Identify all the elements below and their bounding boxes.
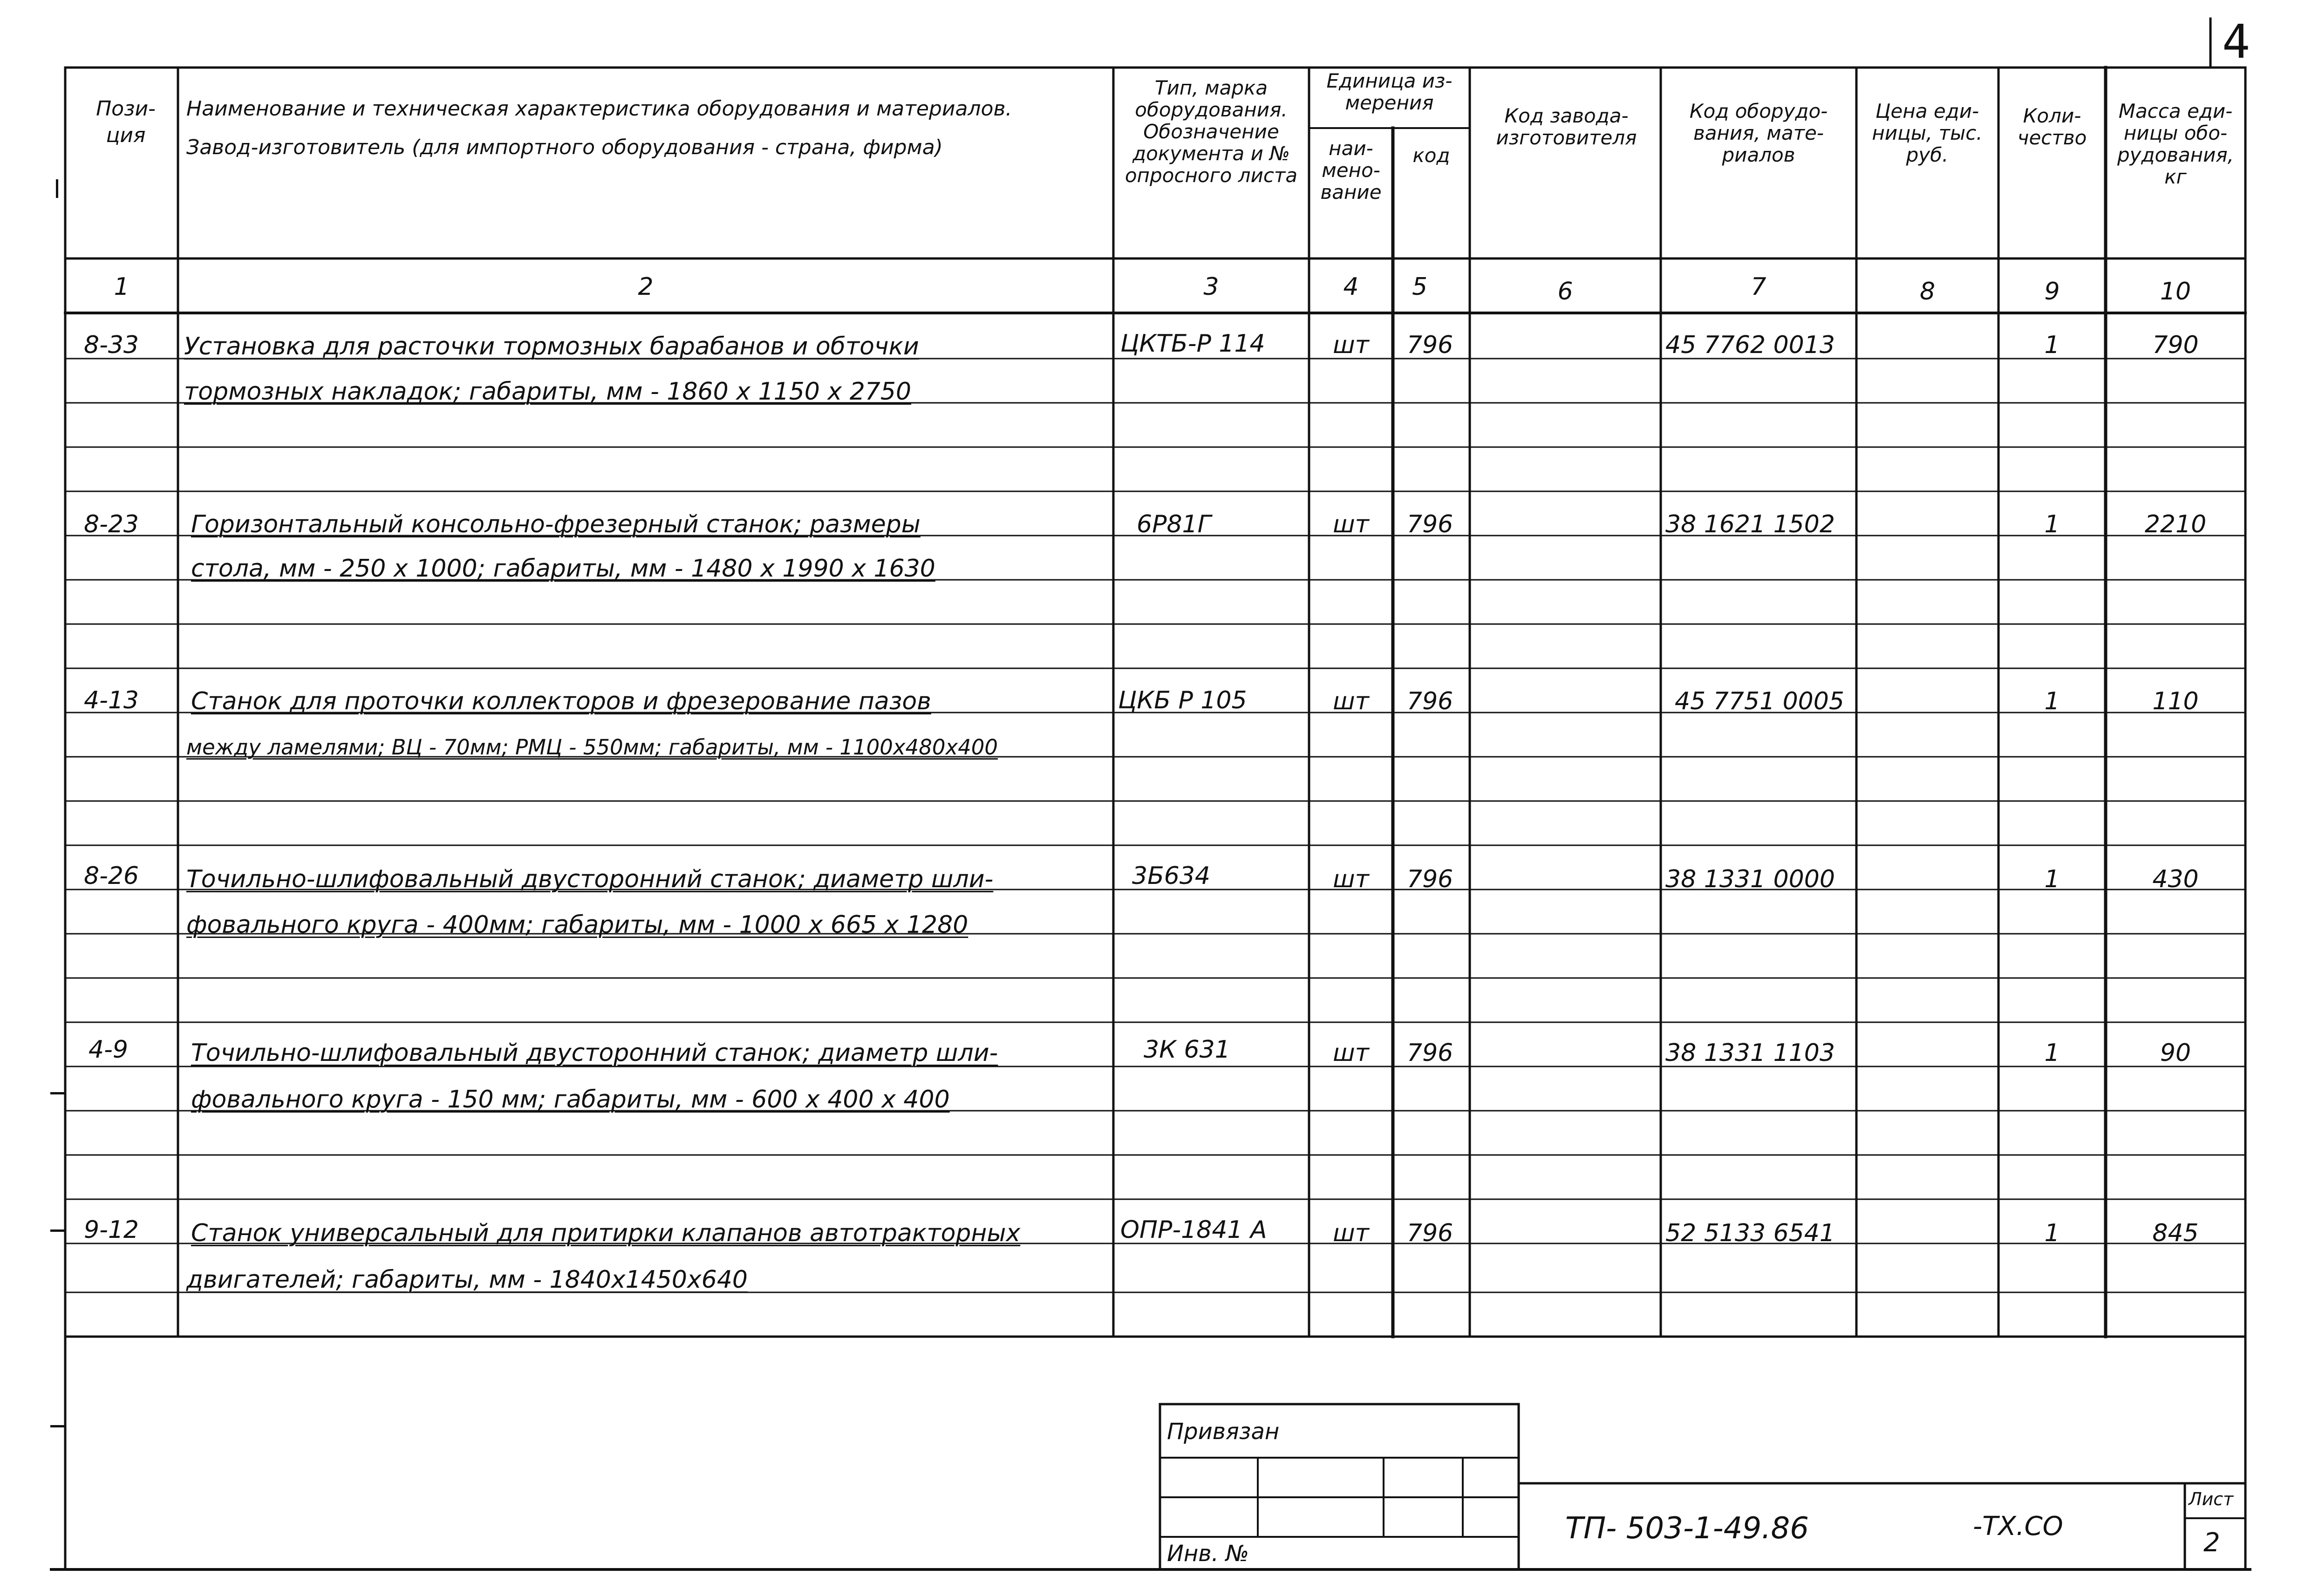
row-description-line2: тормозных накладок; габариты, мм - 1860 х 1150 х 2750 <box>184 378 912 406</box>
row-unit-code: 796 <box>1407 331 1453 359</box>
header-factory-code: Код завода-изготовителя <box>1496 104 1637 149</box>
row-type: 3К 631 <box>1144 1036 1230 1064</box>
row-description-line1: Горизонтальный консольно-фрезерный станок; размеры <box>191 510 921 538</box>
row-position: 8-23 <box>84 510 139 538</box>
column-number: 10 <box>2160 278 2191 306</box>
column-number: 9 <box>2044 278 2060 306</box>
row-position: 8-33 <box>84 331 139 359</box>
document-suffix: -ТХ.СО <box>1973 1511 2063 1542</box>
row-quantity: 1 <box>2044 687 2060 715</box>
row-description-line1: Установка для расточки тормозных барабанов и обточки <box>184 333 919 360</box>
row-description-line2: фовального круга - 400мм; габариты, мм - 1000 х 665 х 1280 <box>186 911 968 939</box>
row-unit: шт <box>1333 331 1369 359</box>
row-equipment-code: 45 7762 0013 <box>1665 331 1835 359</box>
row-position: 9-12 <box>84 1216 139 1244</box>
header-position: Пози- ция <box>96 97 156 148</box>
row-mass: 790 <box>2152 331 2199 359</box>
row-quantity: 1 <box>2044 1219 2060 1247</box>
row-mass: 845 <box>2152 1219 2199 1247</box>
column-number: 8 <box>1919 278 1936 306</box>
stamp-linked-label: Привязан <box>1167 1419 1280 1445</box>
header-description-line2: Завод-изготовитель (для импортного оборудования - страна, фирма) <box>186 136 943 159</box>
row-quantity: 1 <box>2044 331 2060 359</box>
sheet-label: Лист <box>2189 1489 2234 1509</box>
row-unit-code: 796 <box>1407 1039 1453 1067</box>
row-description-line2: стола, мм - 250 х 1000; габариты, мм - 1480 х 1990 х 1630 <box>191 555 935 583</box>
row-equipment-code: 52 5133 6541 <box>1665 1219 1835 1247</box>
row-unit: шт <box>1333 865 1369 893</box>
row-mass: 90 <box>2160 1039 2191 1067</box>
column-number: 1 <box>114 273 130 301</box>
header-description-line1: Наименование и техническая характеристика оборудования и материалов. <box>186 97 1012 121</box>
margin-mark <box>50 1229 65 1232</box>
row-quantity: 1 <box>2044 510 2060 538</box>
column-number: 5 <box>1412 273 1428 301</box>
column-number: 3 <box>1203 273 1219 301</box>
row-unit-code: 796 <box>1407 687 1453 715</box>
row-unit: шт <box>1333 687 1369 715</box>
header-unit-code: код <box>1412 144 1450 167</box>
header-unit-price: Цена еди-ницы, тыс. руб. <box>1872 100 1983 167</box>
page-corner-number: 4 <box>2222 14 2251 69</box>
margin-mark <box>50 1425 65 1427</box>
row-type: 3Б634 <box>1132 862 1211 890</box>
row-description-line1: Точильно-шлифовальный двусторонний станок; диаметр шли- <box>191 1039 998 1067</box>
column-number: 7 <box>1751 273 1766 301</box>
row-equipment-code: 38 1331 0000 <box>1665 865 1835 893</box>
row-description-line1: Станок для проточки коллекторов и фрезерование пазов <box>191 687 931 715</box>
sheet-number: 2 <box>2203 1528 2220 1558</box>
row-unit: шт <box>1333 1039 1369 1067</box>
margin-mark <box>50 1092 65 1094</box>
row-mass: 110 <box>2152 687 2199 715</box>
row-unit-code: 796 <box>1407 510 1453 538</box>
row-type: 6Р81Г <box>1137 510 1211 538</box>
row-position: 4-13 <box>84 686 139 714</box>
header-unit-group: Единица из-мерения <box>1326 69 1453 115</box>
row-type: ОПР-1841 А <box>1120 1216 1267 1244</box>
column-number: 2 <box>638 273 654 301</box>
row-equipment-code: 38 1331 1103 <box>1665 1039 1835 1067</box>
row-type: ЦКТБ-Р 114 <box>1120 330 1265 358</box>
header-unit-name: наи-мено-вание <box>1320 137 1382 204</box>
row-mass: 2210 <box>2144 510 2207 538</box>
row-unit: шт <box>1333 510 1369 538</box>
row-description-line1: Станок универсальный для притирки клапанов автотракторных <box>191 1219 1021 1247</box>
margin-mark <box>56 179 58 198</box>
column-number: 6 <box>1557 278 1573 306</box>
row-quantity: 1 <box>2044 865 2060 893</box>
row-description-line2: между ламелями; ВЦ - 70мм; РМЦ - 550мм; габариты, мм - 1100х480х400 <box>186 735 998 760</box>
row-quantity: 1 <box>2044 1039 2060 1067</box>
row-description-line2: фовального круга - 150 мм; габариты, мм - 600 х 400 х 400 <box>191 1086 950 1114</box>
header-unit-mass: Масса еди-ницы обо-рудования, кг <box>2117 100 2234 189</box>
column-number: 4 <box>1343 273 1359 301</box>
row-description-line1: Точильно-шлифовальный двусторонний станок; диаметр шли- <box>186 865 994 893</box>
row-unit: шт <box>1333 1219 1369 1247</box>
row-equipment-code: 45 7751 0005 <box>1675 687 1844 715</box>
row-type: ЦКБ Р 105 <box>1118 686 1247 714</box>
row-unit-code: 796 <box>1407 865 1453 893</box>
header-equipment-code: Код оборудо-вания, мате-риалов <box>1689 100 1828 167</box>
header-quantity: Коли-чество <box>2017 104 2087 149</box>
row-equipment-code: 38 1621 1502 <box>1665 510 1835 538</box>
stamp-inventory-label: Инв. № <box>1167 1541 1249 1567</box>
row-unit-code: 796 <box>1407 1219 1453 1247</box>
row-position: 8-26 <box>84 862 139 890</box>
row-description-line2: двигателей; габариты, мм - 1840х1450х640 <box>186 1266 748 1294</box>
header-type: Тип, марка оборудования. Обозначение документа и № опросного листа <box>1125 76 1298 187</box>
row-position: 4-9 <box>89 1036 128 1064</box>
document-code: ТП- 503-1-49.86 <box>1565 1511 1809 1546</box>
row-mass: 430 <box>2152 865 2199 893</box>
